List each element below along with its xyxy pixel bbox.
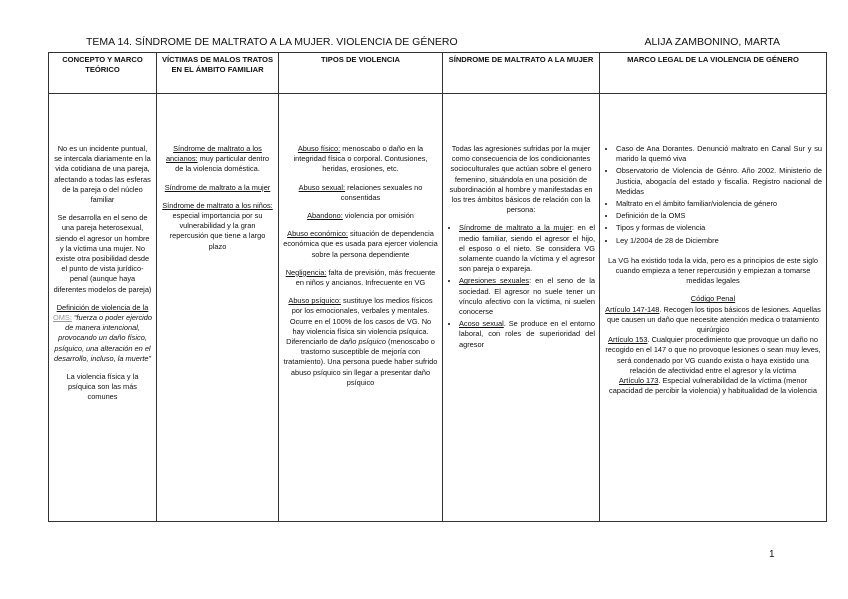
cell-tipos [279,94,443,522]
list-item: • Caso de Ana Dorantes. Denunció maltrato en Canal Sur y su marido la quemó viva [616,144,822,164]
articulo-153: Artículo 153. Cualquier procedimiento que provoque un daño no recogido en el 147 o que no provoque lesiones o sean muy leves, será condenado por VG cuando exista o haya existido una relación de afectividad entre el agresor y la víctima [605,335,821,375]
concepto-p3: La violencia física y la psíquica son las más comunes [66,372,139,402]
cell-marco-legal [600,94,827,522]
list-item: • Tipos y formas de violencia [616,223,822,233]
tipo-abuso-economico: Abuso económico: situación de dependencia económica que es usada para ejercer violencia sobre la persona dependiente [283,229,438,259]
victimas-ancianos: Síndrome de maltrato a los ancianos: muy particular dentro de la violencia doméstica. [165,144,270,174]
definicion-text: “fuerza o poder ejercido de manera intencional, provocando un daño físico, psíquico, una alteración en el desarrollo, incluso, la muerte” [54,313,153,363]
document-title: TEMA 14. SÍNDROME DE MALTRATO A LA MUJER. VIOLENCIA DE GÉNERO [86,36,458,48]
col-header-sindrome: SÍNDROME DE MALTRATO A LA MUJER [443,53,600,94]
tipo-abuso-fisico: Abuso físico: menoscabo o daño en la integridad física o corporal. Contusiones, heridas, erosiones, etc. [293,144,428,174]
summary-table [48,52,827,522]
list-item: • Síndrome de maltrato a la mujer: en el medio familiar, siendo el agresor el hijo, el esposo o el nieto. Se considera VG solamente cuando la víctima y el agresor son pareja o expareja. [459,223,595,274]
col-header-tipos: TIPOS DE VIOLENCIA [279,53,443,94]
list-item: • Maltrato en el ámbito familiar/violencia de género [616,199,822,209]
marco-paragraph: La VG ha existido toda la vida, pero es a principios de este siglo cuando empieza a tener repercusión y empiezan a tomarse medidas legales [608,255,818,286]
definicion-oms [53,303,152,364]
sindrome-intro: Todas las agresiones sufridas por la mujer como consecuencia de los condicionantes socioculturales que actúan sobre el genero femenino, situándola en una posición de subordinación al hombre y manifestadas en los tres ámbitos básicos de relación con la persona: [449,144,593,215]
concepto-p1: No es un incidente puntual, se intercala diariamente en la vida cotidiana de una pareja, afectando a todas las esferas de la pareja o del núcleo familiar [54,144,151,205]
codigo-penal-title: Código Penal [690,294,736,304]
tipo-abandono: Abandono: violencia por omisión [307,211,414,221]
list-item: • Definición de la OMS [616,211,822,221]
col-header-marco-legal: MARCO LEGAL DE LA VIOLENCIA DE GÉNERO [600,53,827,94]
concepto-p2: Se desarrolla en el seno de una pareja heterosexual, siendo el agresor un hombre y la víctima una mujer. No existe otra posibilidad desde el punto de vista jurídico-penal (aunque haya diferentes modelos de pareja) [53,213,152,294]
table-body-row [49,94,827,522]
list-item: • Agresiones sexuales: en el seno de la sociedad. El agresor no suele tener un vínculo afectivo con la víctima, ni suelen conocerse [459,276,595,317]
page-number: 1 [769,549,775,560]
cell-concepto [49,94,157,522]
col-header-victimas: VÍCTIMAS DE MALOS TRATOS EN EL ÁMBITO FAMILIAR [157,53,279,94]
cell-sindrome [443,94,600,522]
tipo-abuso-sexual: Abuso sexual: relaciones sexuales no consentidas [298,182,423,202]
table-header-row [49,53,827,94]
articulo-147: Artículo 147-148. Recogen los tipos básicos de lesiones. Aquellas que causen un daño que necesite atención medica o tratamiento quirúrgico [605,304,821,335]
oms-link[interactable]: OMS: [53,313,72,323]
definicion-title: Definición de violencia de la [56,302,149,312]
list-item: • Ley 1/2004 de 28 de Diciembre [616,236,822,246]
cell-victimas [157,94,279,522]
victimas-ninos: Síndrome de maltrato a los niños: especial importancia por su vulnerabilidad y la gran repercusión que tiene a largo plazo [162,200,273,251]
col-header-concepto: CONCEPTO Y MARCO TEÓRICO [49,53,157,94]
tipo-abuso-psiquico: Abuso psíquico: sustituye los medios físicos por los emocionales, verbales y mentales. Ocurre en el 100% de los casos de VG. No hay violencia física sin violencia psíquica. Diferenciarlo de daño psíquico (menoscabo o trastorno susceptible de mejoría con tratamiento). Una persona puede haber sufrido abuso psíquico sin llegar a presentar daño psíquico [283,296,438,387]
list-item: • Observatorio de Violencia de Génro. Año 2002. Ministerio de Justicia, abogacía del estado y fiscalía. Registro nacional de Medidas [616,166,822,197]
victimas-mujer: Síndrome de maltrato a la mujer [164,182,271,192]
sindrome-list [447,223,595,349]
articulo-173: Artículo 173. Especial vulnerabilidad de la víctima (menor capacidad de percibir la violencia) y habitualidad de la violencia [609,376,817,396]
tipo-negligencia: Negligencia: falta de previsión, más frecuente en niños y ancianos. Infrecuente en VG [285,267,436,288]
list-item: • Acoso sexual. Se produce en el entorno laboral, con roles de superioridad del agresor [459,319,595,350]
marco-bullets [604,144,822,246]
author-name: ALIJA ZAMBONINO, MARTA [644,36,780,48]
